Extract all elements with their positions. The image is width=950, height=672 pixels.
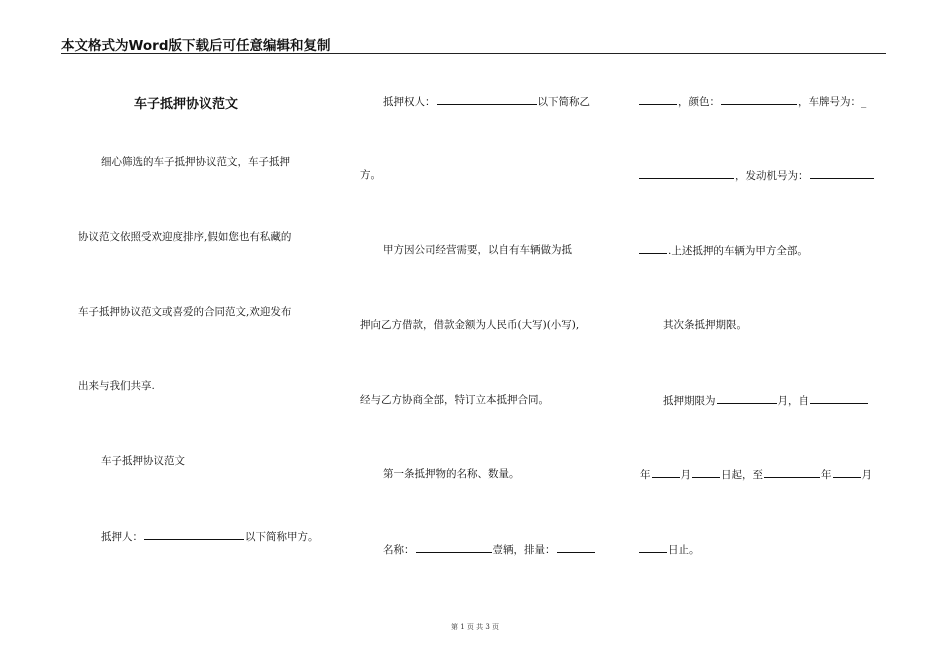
intro-line-3: 车子抵押协议范文或喜爱的合同范文,欢迎发布 [78,306,292,318]
ownership-line [638,243,808,258]
vehicle-name-line [383,542,596,557]
plate-label: ，车牌号为：_ [798,96,867,108]
color-label: ，颜色： [678,96,720,108]
document-title: 车子抵押协议范文 [134,97,239,112]
mortgagor-blank [144,529,244,540]
date-range-line [640,467,872,482]
name-blank [416,542,492,553]
intro-line-1: 细心筛选的车子抵押协议范文，车子抵押 [101,156,290,168]
end-day-blank [639,542,667,553]
document-header-title: 本文格式为Word版下载后可任意编辑和复制 [61,38,331,54]
name-label: 名称： [383,544,415,556]
engine-label: ，发动机号为： [735,170,809,182]
month-label-1: 月 [680,469,691,481]
mortgagee-label: 抵押权人： [383,96,436,108]
mortgagee-blank [437,94,537,105]
plate-blank [639,168,734,179]
period-label: 抵押期限为 [663,395,716,407]
end-year-blank [764,467,820,478]
engine-blank [810,168,874,179]
end-month-blank [833,467,861,478]
mortgagor-suffix: 以下简称甲方。 [245,531,319,543]
displacement-blank [557,542,595,553]
engine-line [638,168,875,183]
body-line-3: 经与乙方协商全部，特订立本抵押合同。 [360,394,549,406]
intro-line-2: 协议范文依照受欢迎度排序,假如您也有私藏的 [78,231,292,243]
intro-line-4: 出来与我们共享. [78,380,155,392]
start-year-blank [810,393,868,404]
start-day-blank [692,467,720,478]
engine-blank-cont [639,243,667,254]
start-month-blank [652,467,680,478]
body-line-2: 押向乙方借款，借款金额为人民币(大写)(小写), [360,319,580,331]
page-number: 第 1 页 共 3 页 [450,623,500,631]
day-label-1: 日起，至 [721,469,763,481]
mortgagor-label: 抵押人： [101,531,143,543]
period-mid: 月，自 [777,395,809,407]
body-line-1: 甲方因公司经营需要，以自有车辆做为抵 [383,244,572,256]
mortgagor-line [101,529,319,544]
count-text: 壹辆，排量： [492,544,556,556]
article-1-heading: 第一条抵押物的名称、数量。 [383,468,520,480]
article-2-heading: 其次条抵押期限。 [663,319,747,331]
mortgagee-continuation: 方。 [360,169,381,181]
period-months-blank [717,393,777,404]
year-label-1: 年 [640,469,651,481]
mortgagee-line [383,94,590,109]
color-blank [721,94,797,105]
mortgagee-suffix: 以下简称乙 [537,96,590,108]
section-subtitle: 车子抵押协议范文 [101,455,185,467]
ownership-text: .上述抵押的车辆为甲方全部。 [668,245,808,257]
color-plate-line [638,94,866,109]
end-day-text: 日止。 [668,544,700,556]
year-label-2: 年 [821,469,832,481]
period-line [663,393,869,408]
month-label-2: 月 [861,469,872,481]
model-blank [639,94,677,105]
header-rule [61,53,886,54]
end-date-line [638,542,700,557]
